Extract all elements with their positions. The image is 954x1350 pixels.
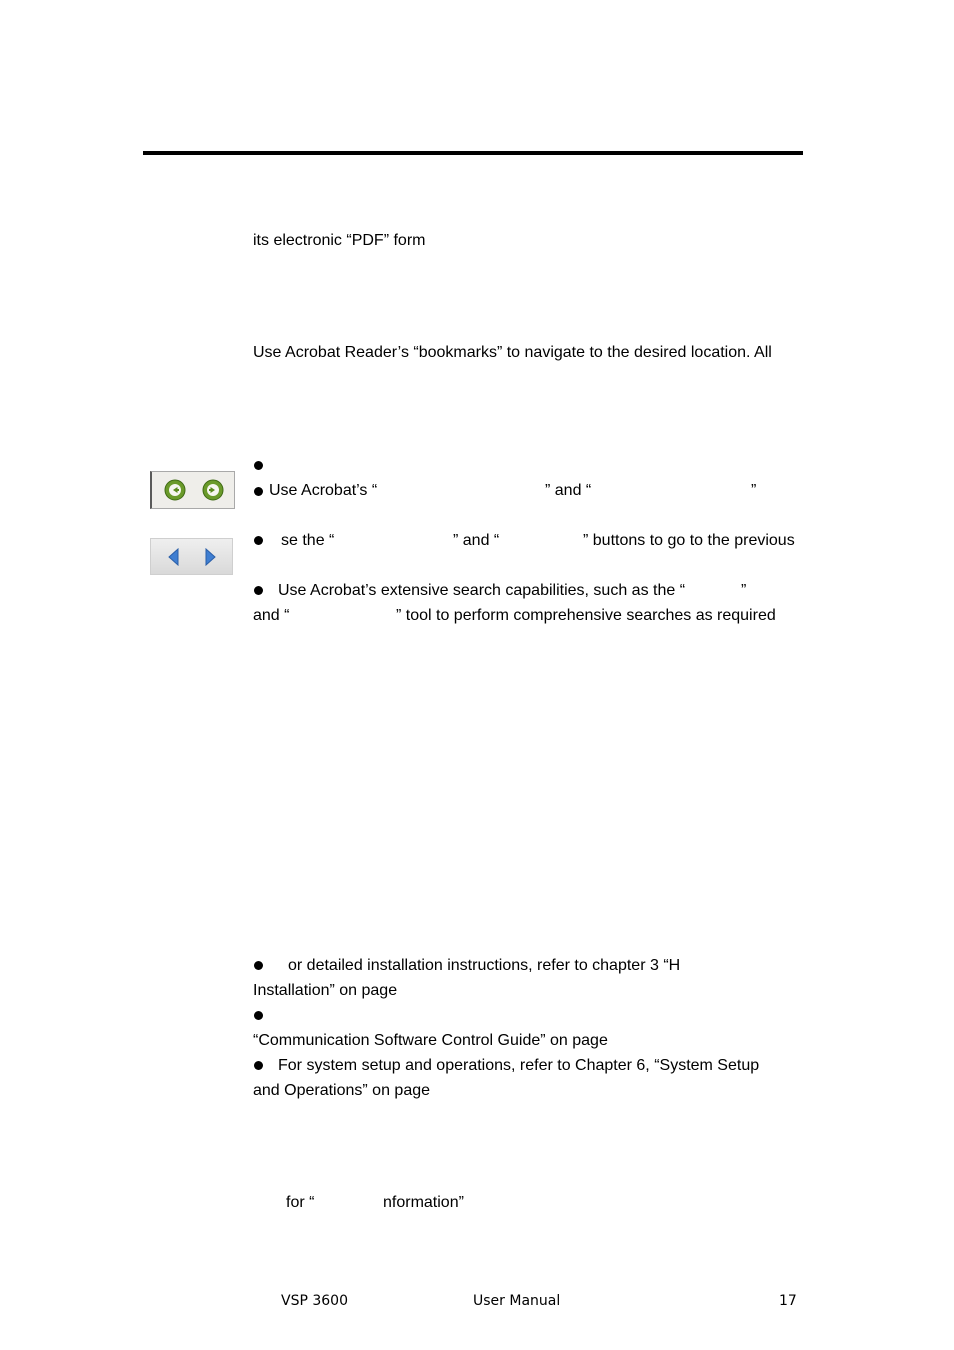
info-text-part-1: for “ xyxy=(286,1194,315,1211)
page-nav-text-part-1: se the “ xyxy=(281,532,335,549)
bullet-dot xyxy=(254,461,263,470)
ref-installation-line-1: or detailed installation instructions, refer to chapter 3 “H xyxy=(288,957,681,974)
ref-software-guide: “Communication Software Control Guide” on page xyxy=(253,1032,608,1049)
search-text-part-2: ” xyxy=(741,582,747,599)
nav-text-part-2: ” and “ xyxy=(545,482,592,499)
info-text-part-2: nformation” xyxy=(383,1194,464,1211)
bullet-dot xyxy=(254,536,263,545)
search-text-part-1: Use Acrobat’s extensive search capabilities, such as the “ xyxy=(278,582,686,599)
body-text-pdf-form: its electronic “PDF” form xyxy=(253,232,426,249)
acrobat-nav-buttons-image xyxy=(150,471,235,509)
ref-setup-line-1: For system setup and operations, refer to Chapter 6, “System Setup xyxy=(278,1057,760,1074)
next-page-icon xyxy=(203,548,217,566)
page-nav-text-part-2: ” and “ xyxy=(453,532,500,549)
footer-page-number: 17 xyxy=(779,1293,797,1309)
header-rule xyxy=(143,151,803,155)
acrobat-page-buttons-image xyxy=(150,538,233,575)
bullet-dot xyxy=(254,1061,263,1070)
bullet-dot xyxy=(254,586,263,595)
footer-title: User Manual xyxy=(473,1293,561,1309)
bullet-dot xyxy=(254,487,263,496)
search-text-part-3: and “ xyxy=(253,607,290,624)
footer-product: VSP 3600 xyxy=(281,1293,348,1309)
search-text-part-4: ” tool to perform comprehensive searches as required xyxy=(396,607,776,624)
bullet-dot xyxy=(254,1011,263,1020)
page-nav-text-part-3: ” buttons to go to the previous xyxy=(583,532,795,549)
nav-text-part-3: ” xyxy=(751,482,757,499)
next-view-icon xyxy=(202,479,224,501)
previous-page-icon xyxy=(167,548,181,566)
body-text-bookmarks: Use Acrobat Reader’s “bookmarks” to navigate to the desired location. All xyxy=(253,344,772,361)
previous-view-icon xyxy=(164,479,186,501)
ref-installation-line-2: Installation” on page xyxy=(253,982,398,999)
nav-text-part-1: Use Acrobat’s “ xyxy=(269,482,378,499)
ref-setup-line-2: and Operations” on page xyxy=(253,1082,431,1099)
bullet-dot xyxy=(254,961,263,970)
